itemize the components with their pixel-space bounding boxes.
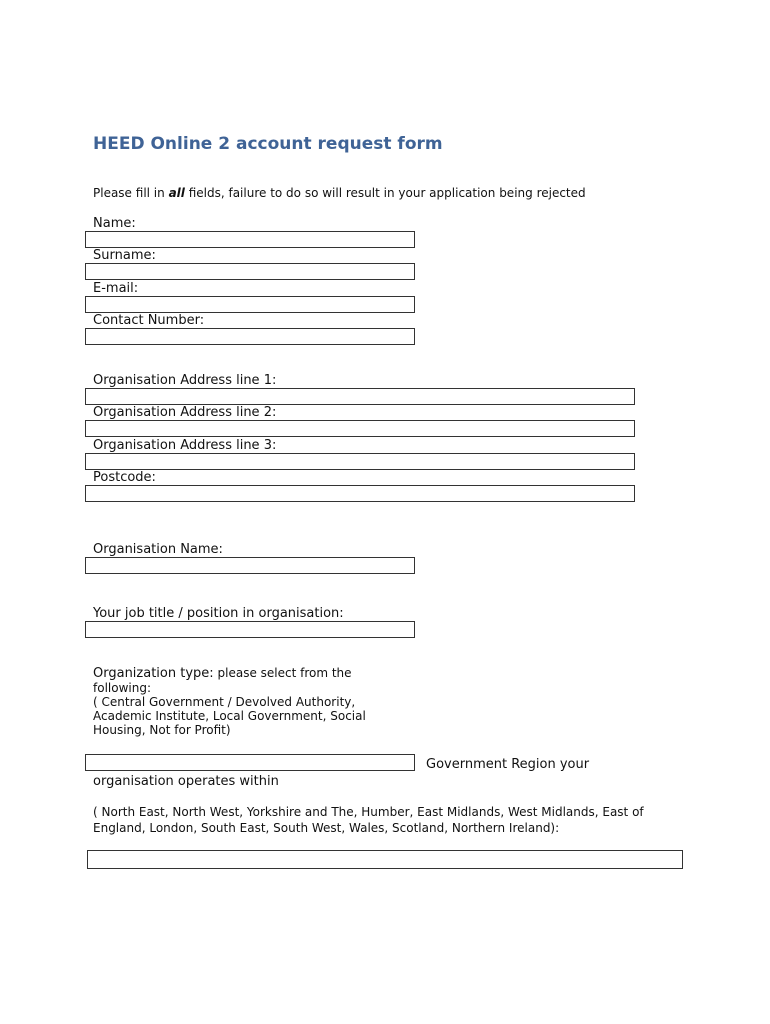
name-field[interactable] [85, 231, 415, 248]
address-line-2-label: Organisation Address line 2: [93, 405, 277, 420]
contact-number-field[interactable] [85, 328, 415, 345]
contact-number-label: Contact Number: [93, 313, 205, 328]
address-line-2-field[interactable] [85, 420, 635, 437]
region-field[interactable] [87, 850, 683, 869]
region-options: ( North East, North West, Yorkshire and The, Humber, East Midlands, West Midlands, East of England, London, South East, South West, Wales, Scotland, Northern Ireland): [93, 805, 644, 835]
organisation-name-label: Organisation Name: [93, 542, 223, 557]
postcode-label: Postcode: [93, 470, 156, 485]
region-label-part2: organisation operates within [93, 774, 279, 789]
surname-label: Surname: [93, 248, 156, 263]
organization-type-lead: Organization type: [93, 666, 214, 681]
organization-type-options: ( Central Government / Devolved Authority, Academic Institute, Local Government, Social Housing, Not for Profit) [93, 695, 366, 737]
organization-type-label [93, 666, 413, 737]
job-title-field[interactable] [85, 621, 415, 638]
organisation-name-field[interactable] [85, 557, 415, 574]
instructions [93, 186, 586, 200]
region-label-part1: Government Region your [426, 757, 590, 772]
job-title-label: Your job title / position in organisation: [93, 606, 344, 621]
postcode-field[interactable] [85, 485, 635, 502]
organization-type-hint: please select from the following: [93, 666, 352, 695]
surname-field[interactable] [85, 263, 415, 280]
name-label: Name: [93, 216, 136, 231]
address-line-1-field[interactable] [85, 388, 635, 405]
instructions-emphasis: all [168, 186, 185, 200]
page-title: HEED Online 2 account request form [93, 134, 443, 154]
address-line-1-label: Organisation Address line 1: [93, 373, 277, 388]
email-label: E-mail: [93, 281, 139, 296]
address-line-3-label: Organisation Address line 3: [93, 438, 277, 453]
instructions-after: fields, failure to do so will result in your application being rejected [184, 186, 586, 200]
email-field[interactable] [85, 296, 415, 313]
instructions-before: Please fill in [93, 186, 169, 200]
address-line-3-field[interactable] [85, 453, 635, 470]
organization-type-field[interactable] [85, 754, 415, 771]
